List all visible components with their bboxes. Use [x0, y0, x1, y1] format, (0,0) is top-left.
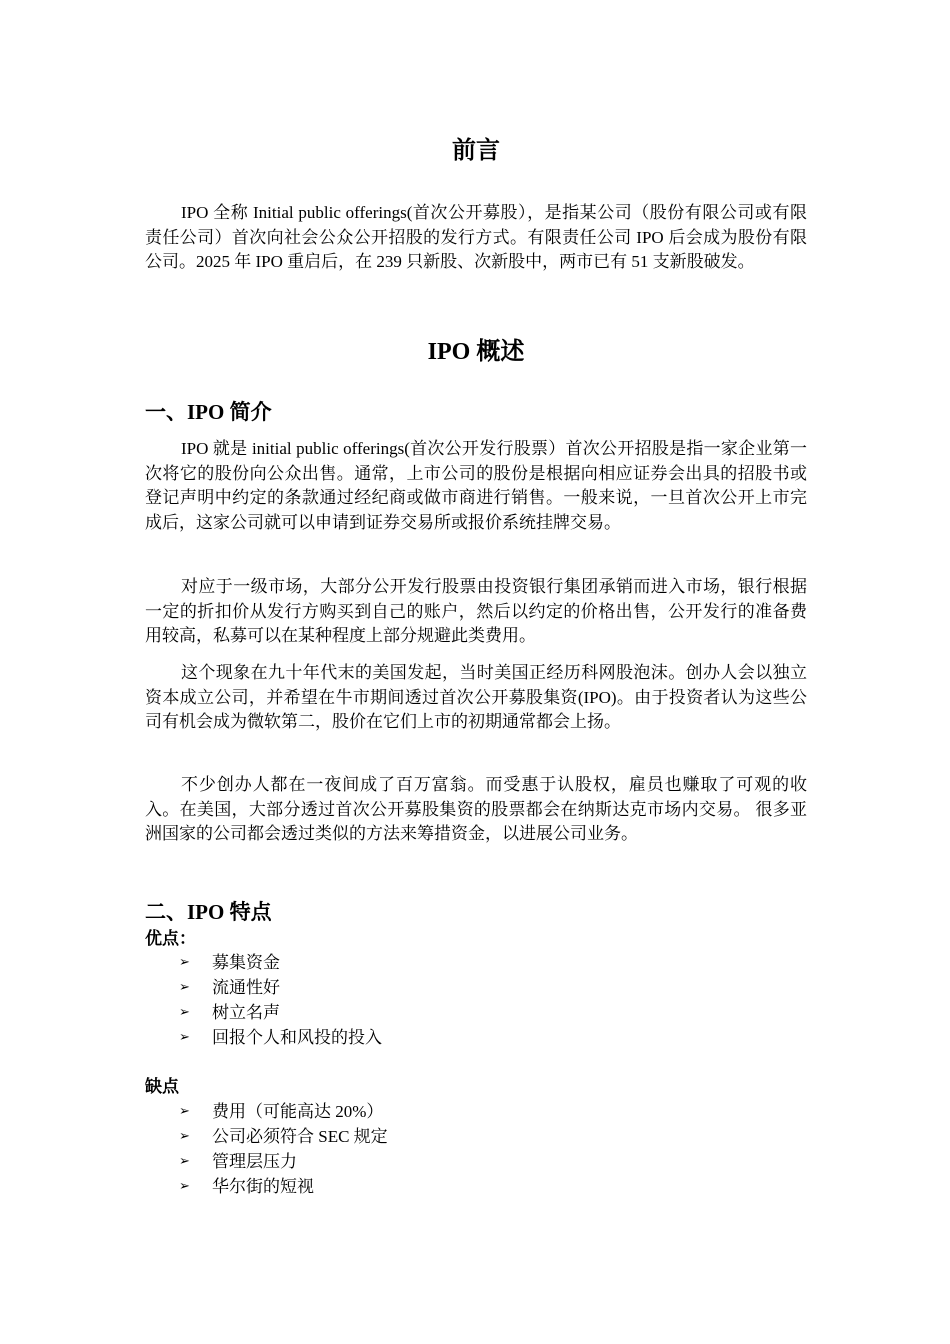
cons-item-text: 费用（可能高达 20%）	[212, 1102, 384, 1121]
arrow-bullet-icon: ➢	[179, 1104, 190, 1119]
cons-item-text: 公司必须符合 SEC 规定	[212, 1127, 388, 1146]
pros-item-text: 树立名声	[212, 1003, 280, 1022]
overview-title: IPO 概述	[427, 339, 525, 365]
pros-item-text: 募集资金	[212, 953, 280, 972]
arrow-bullet-icon: ➢	[179, 1129, 190, 1144]
pros-item-text: 流通性好	[212, 978, 280, 997]
cons-label: 缺点	[145, 1077, 179, 1096]
preface-paragraph: IPO 全称 Initial public offerings(首次公开募股），是指某公司（股份有限公司或有限责任公司）首次向社会公众公开招股的发行方式。有限责任公司 IPO 后会成为股份有限公司。2025 年 IPO 重启后，在 239 只新股、次新股中，两市已有 51 支新股破发。	[145, 203, 807, 271]
section1-paragraph-4: 不少创办人都在一夜间成了百万富翁。而受惠于认股权，雇员也赚取了可观的收入。在美国，大部分透过首次公开募股集资的股票都会在纳斯达克市场内交易。 很多亚洲国家的公司都会透过类似的方法来筹措资金，以进展公司业务。	[145, 775, 807, 843]
arrow-bullet-icon: ➢	[179, 955, 190, 970]
arrow-bullet-icon: ➢	[179, 1179, 190, 1194]
arrow-bullet-icon: ➢	[179, 1030, 190, 1045]
pros-item-text: 回报个人和风投的投入	[212, 1028, 382, 1047]
section1-paragraph-2: 对应于一级市场，大部分公开发行股票由投资银行集团承销而进入市场，银行根据一定的折扣价从发行方购买到自己的账户，然后以约定的价格出售，公开发行的准备费用较高，私募可以在某种程度上部分规避此类费用。	[145, 577, 807, 645]
cons-item-text: 华尔街的短视	[212, 1177, 314, 1196]
section1-heading: 一、IPO 简介	[145, 400, 272, 424]
cons-item-text: 管理层压力	[212, 1152, 297, 1171]
section1-paragraph-3: 这个现象在九十年代末的美国发起，当时美国正经历科网股泡沫。创办人会以独立资本成立公司，并希望在牛市期间透过首次公开募股集资(IPO)。由于投资者认为这些公司有机会成为微软第二，股价在它们上市的初期通常都会上扬。	[145, 663, 807, 731]
arrow-bullet-icon: ➢	[179, 1005, 190, 1020]
pros-label: 优点：	[145, 929, 196, 948]
preface-title: 前言	[452, 138, 500, 164]
section2-heading: 二、IPO 特点	[145, 900, 272, 924]
arrow-bullet-icon: ➢	[179, 980, 190, 995]
arrow-bullet-icon: ➢	[179, 1154, 190, 1169]
section1-paragraph-1: IPO 就是 initial public offerings(首次公开发行股票）首次公开招股是指一家企业第一次将它的股份向公众出售。通常，上市公司的股份是根据向相应证券会出具的招股书或登记声明中约定的条款通过经纪商或做市商进行销售。一般来说，一旦首次公开上市完成后，这家公司就可以申请到证券交易所或报价系统挂牌交易。	[145, 439, 807, 532]
